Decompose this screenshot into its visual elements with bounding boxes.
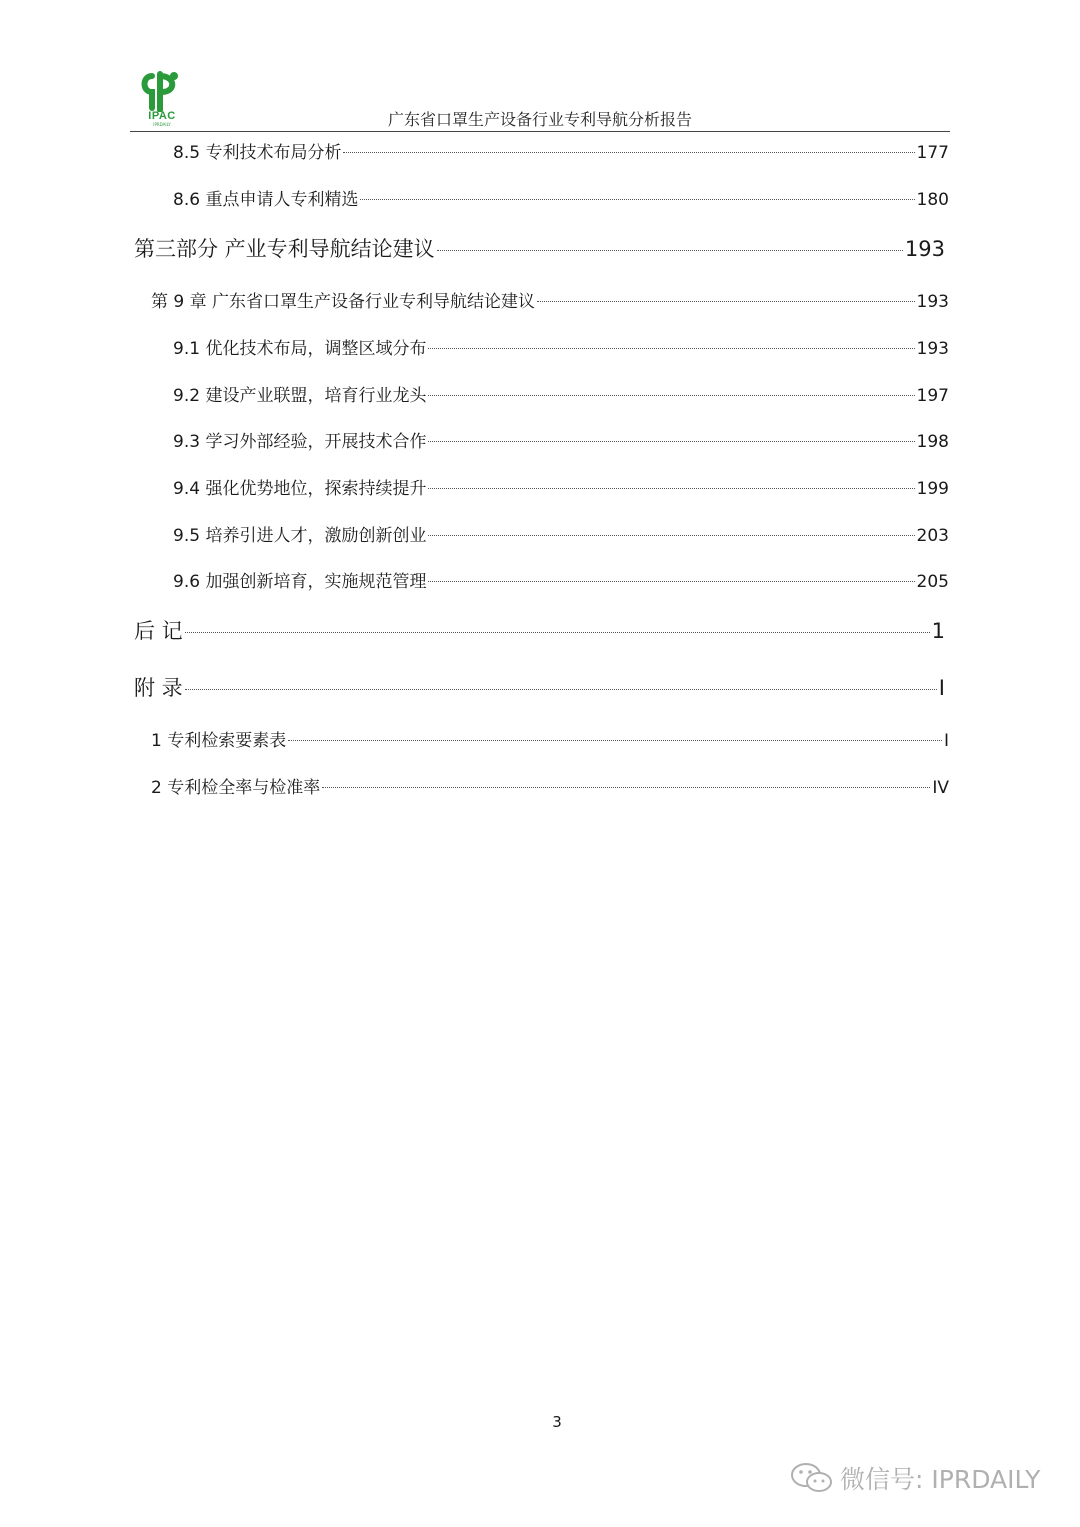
toc-leader: [428, 581, 914, 582]
toc-entry[interactable]: [134, 672, 945, 702]
toc-leader: [322, 787, 930, 788]
toc-entry-title: 9.1 优化技术布局，调整区域分布: [173, 339, 427, 359]
toc-entry-page: 193: [916, 339, 949, 359]
toc-entry[interactable]: [173, 381, 949, 406]
toc-entry[interactable]: [151, 726, 949, 751]
toc-entry[interactable]: [173, 138, 949, 163]
toc-entry-page: 1: [931, 619, 945, 643]
toc-leader: [428, 488, 914, 489]
toc-entry[interactable]: [173, 521, 949, 546]
toc-entry[interactable]: [173, 567, 949, 592]
toc-entry-title: 9.3 学习外部经验，开展技术合作: [173, 432, 427, 452]
toc-entry[interactable]: [173, 427, 949, 452]
toc-entry[interactable]: [151, 773, 949, 798]
toc-entry[interactable]: [134, 233, 945, 263]
toc-entry-page: 205: [916, 572, 949, 592]
toc-entry-title: 2 专利检全率与检准率: [151, 778, 321, 798]
logo-subtext: IPRDAILY: [153, 122, 171, 127]
toc-entry-page: 203: [916, 526, 949, 546]
toc-leader: [428, 535, 914, 536]
wechat-watermark: [790, 1460, 1040, 1496]
toc-entry-title: 1 专利检索要素表: [151, 731, 287, 751]
toc-entry-title: 第三部分 产业专利导航结论建议: [134, 237, 435, 261]
toc-entry-page: I: [938, 676, 945, 700]
toc-leader: [428, 395, 914, 396]
toc-entry-page: 198: [916, 432, 949, 452]
toc-entry-title: 9.2 建设产业联盟，培育行业龙头: [173, 386, 427, 406]
wechat-icon: [790, 1461, 834, 1495]
logo-icon: [138, 70, 186, 112]
toc-leader: [343, 152, 914, 153]
watermark-text: 微信号: IPRDAILY: [840, 1465, 1041, 1494]
toc-leader: [185, 689, 937, 690]
toc-entry[interactable]: [151, 287, 949, 312]
ipac-logo: [138, 70, 186, 128]
toc-leader: [537, 301, 915, 302]
page-number: 3: [552, 1413, 562, 1431]
header-divider: [130, 131, 950, 132]
header-title: 广东省口罩生产设备行业专利导航分析报告: [387, 110, 692, 129]
toc-leader: [360, 199, 914, 200]
toc-entry-page: IV: [932, 778, 949, 798]
toc-leader: [437, 250, 903, 251]
toc-entry-title: 9.5 培养引进人才，激励创新创业: [173, 526, 427, 546]
toc-entry[interactable]: [173, 334, 949, 359]
toc-entry-page: 180: [916, 190, 949, 210]
toc-entry[interactable]: [173, 185, 949, 210]
toc-entry-page: 197: [916, 386, 949, 406]
toc-entry-page: 193: [904, 237, 945, 261]
toc-leader: [185, 632, 930, 633]
toc-leader: [288, 740, 942, 741]
toc-leader: [428, 348, 914, 349]
toc-entry[interactable]: [134, 615, 945, 645]
toc-entry-title: 8.5 专利技术布局分析: [173, 143, 342, 163]
toc-entry-title: 第 9 章 广东省口罩生产设备行业专利导航结论建议: [151, 292, 536, 312]
toc-entry-page: 193: [916, 292, 949, 312]
toc-entry[interactable]: [173, 474, 949, 499]
logo-text: IPAC: [148, 110, 176, 122]
toc-entry-title: 8.6 重点申请人专利精选: [173, 190, 359, 210]
toc-entry-page: I: [943, 731, 949, 751]
toc-entry-title: 9.4 强化优势地位，探索持续提升: [173, 479, 427, 499]
toc-entry-page: 177: [916, 143, 949, 163]
toc-entry-page: 199: [916, 479, 949, 499]
toc-entry-title: 后 记: [134, 619, 183, 643]
toc-entry-title: 附 录: [134, 676, 183, 700]
toc-entry-title: 9.6 加强创新培育，实施规范管理: [173, 572, 427, 592]
toc-leader: [428, 441, 914, 442]
